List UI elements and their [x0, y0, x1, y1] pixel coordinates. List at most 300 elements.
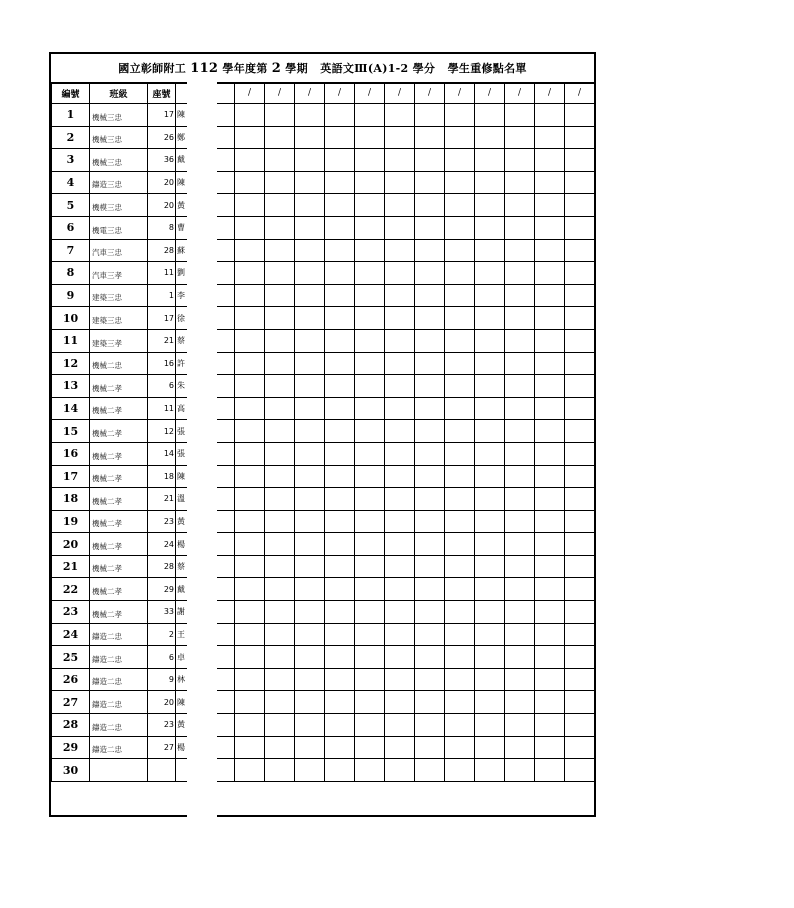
attendance-cell[interactable] — [535, 284, 565, 307]
attendance-cell[interactable] — [475, 601, 505, 624]
attendance-cell[interactable] — [535, 420, 565, 443]
attendance-cell[interactable] — [535, 329, 565, 352]
attendance-cell[interactable] — [415, 691, 445, 714]
attendance-cell[interactable] — [385, 420, 415, 443]
attendance-cell[interactable] — [475, 194, 505, 217]
attendance-cell[interactable] — [445, 149, 475, 172]
attendance-cell[interactable] — [475, 691, 505, 714]
attendance-cell[interactable] — [235, 691, 265, 714]
attendance-cell[interactable] — [235, 171, 265, 194]
attendance-cell[interactable] — [535, 149, 565, 172]
attendance-cell[interactable] — [535, 714, 565, 737]
attendance-cell[interactable] — [235, 329, 265, 352]
attendance-cell[interactable] — [505, 284, 535, 307]
attendance-cell[interactable] — [535, 578, 565, 601]
attendance-cell[interactable] — [505, 736, 535, 759]
attendance-cell[interactable] — [565, 126, 595, 149]
attendance-cell[interactable] — [265, 329, 295, 352]
attendance-cell[interactable] — [445, 262, 475, 285]
attendance-cell[interactable] — [505, 194, 535, 217]
attendance-cell[interactable] — [235, 736, 265, 759]
attendance-cell[interactable] — [295, 126, 325, 149]
attendance-cell[interactable] — [385, 149, 415, 172]
attendance-cell[interactable] — [265, 442, 295, 465]
attendance-cell[interactable] — [475, 284, 505, 307]
attendance-cell[interactable] — [355, 578, 385, 601]
attendance-cell[interactable] — [445, 307, 475, 330]
attendance-cell[interactable] — [295, 307, 325, 330]
attendance-cell[interactable] — [445, 216, 475, 239]
attendance-cell[interactable] — [385, 104, 415, 127]
attendance-cell[interactable] — [385, 284, 415, 307]
attendance-cell[interactable] — [445, 397, 475, 420]
attendance-cell[interactable] — [265, 533, 295, 556]
attendance-cell[interactable] — [565, 691, 595, 714]
attendance-cell[interactable] — [235, 555, 265, 578]
attendance-cell[interactable] — [385, 216, 415, 239]
attendance-cell[interactable] — [565, 352, 595, 375]
attendance-cell[interactable] — [385, 533, 415, 556]
attendance-cell[interactable] — [505, 262, 535, 285]
attendance-cell[interactable] — [445, 239, 475, 262]
attendance-cell[interactable] — [415, 397, 445, 420]
attendance-cell[interactable] — [385, 601, 415, 624]
attendance-cell[interactable] — [265, 104, 295, 127]
attendance-cell[interactable] — [475, 555, 505, 578]
attendance-cell[interactable] — [295, 691, 325, 714]
attendance-cell[interactable] — [325, 623, 355, 646]
attendance-cell[interactable] — [565, 104, 595, 127]
attendance-cell[interactable] — [565, 420, 595, 443]
attendance-cell[interactable] — [325, 442, 355, 465]
attendance-cell[interactable] — [535, 307, 565, 330]
attendance-cell[interactable] — [445, 104, 475, 127]
attendance-cell[interactable] — [565, 194, 595, 217]
attendance-cell[interactable] — [475, 668, 505, 691]
attendance-cell[interactable] — [235, 578, 265, 601]
attendance-cell[interactable] — [565, 555, 595, 578]
attendance-cell[interactable] — [505, 420, 535, 443]
attendance-cell[interactable] — [445, 646, 475, 669]
attendance-cell[interactable] — [475, 533, 505, 556]
attendance-cell[interactable] — [325, 375, 355, 398]
attendance-cell[interactable] — [535, 262, 565, 285]
attendance-cell[interactable] — [265, 510, 295, 533]
attendance-cell[interactable] — [295, 623, 325, 646]
attendance-cell[interactable] — [445, 736, 475, 759]
attendance-cell[interactable] — [475, 420, 505, 443]
attendance-cell[interactable] — [295, 262, 325, 285]
attendance-cell[interactable] — [235, 420, 265, 443]
attendance-cell[interactable] — [235, 239, 265, 262]
attendance-cell[interactable] — [265, 601, 295, 624]
attendance-cell[interactable] — [535, 510, 565, 533]
attendance-cell[interactable] — [265, 420, 295, 443]
attendance-cell[interactable] — [415, 375, 445, 398]
attendance-cell[interactable] — [445, 442, 475, 465]
attendance-cell[interactable] — [235, 126, 265, 149]
attendance-cell[interactable] — [355, 623, 385, 646]
attendance-cell[interactable] — [325, 465, 355, 488]
attendance-cell[interactable] — [565, 329, 595, 352]
attendance-cell[interactable] — [445, 668, 475, 691]
attendance-cell[interactable] — [475, 488, 505, 511]
attendance-cell[interactable] — [445, 691, 475, 714]
attendance-cell[interactable] — [265, 149, 295, 172]
attendance-cell[interactable] — [535, 691, 565, 714]
attendance-cell[interactable] — [265, 126, 295, 149]
attendance-cell[interactable] — [325, 126, 355, 149]
attendance-cell[interactable] — [265, 646, 295, 669]
attendance-cell[interactable] — [265, 488, 295, 511]
attendance-cell[interactable] — [415, 623, 445, 646]
attendance-cell[interactable] — [415, 555, 445, 578]
attendance-cell[interactable] — [565, 149, 595, 172]
attendance-cell[interactable] — [385, 668, 415, 691]
attendance-cell[interactable] — [415, 171, 445, 194]
attendance-cell[interactable] — [475, 510, 505, 533]
attendance-cell[interactable] — [235, 307, 265, 330]
attendance-cell[interactable] — [415, 216, 445, 239]
attendance-cell[interactable] — [535, 216, 565, 239]
attendance-cell[interactable] — [355, 736, 385, 759]
attendance-cell[interactable] — [355, 691, 385, 714]
attendance-cell[interactable] — [325, 420, 355, 443]
attendance-cell[interactable] — [505, 352, 535, 375]
attendance-cell[interactable] — [385, 488, 415, 511]
attendance-cell[interactable] — [535, 533, 565, 556]
attendance-cell[interactable] — [235, 352, 265, 375]
attendance-cell[interactable] — [445, 284, 475, 307]
attendance-cell[interactable] — [325, 668, 355, 691]
attendance-cell[interactable] — [355, 239, 385, 262]
attendance-cell[interactable] — [505, 578, 535, 601]
attendance-cell[interactable] — [505, 104, 535, 127]
attendance-cell[interactable] — [475, 239, 505, 262]
attendance-cell[interactable] — [475, 623, 505, 646]
attendance-cell[interactable] — [565, 397, 595, 420]
attendance-cell[interactable] — [415, 307, 445, 330]
attendance-cell[interactable] — [295, 578, 325, 601]
attendance-cell[interactable] — [415, 714, 445, 737]
attendance-cell[interactable] — [475, 375, 505, 398]
attendance-cell[interactable] — [265, 171, 295, 194]
attendance-cell[interactable] — [505, 397, 535, 420]
attendance-cell[interactable] — [265, 465, 295, 488]
attendance-cell[interactable] — [295, 149, 325, 172]
attendance-cell[interactable] — [325, 284, 355, 307]
attendance-cell[interactable] — [355, 488, 385, 511]
attendance-cell[interactable] — [325, 397, 355, 420]
attendance-cell[interactable] — [265, 759, 295, 782]
attendance-cell[interactable] — [325, 216, 355, 239]
attendance-cell[interactable] — [295, 465, 325, 488]
attendance-cell[interactable] — [235, 465, 265, 488]
attendance-cell[interactable] — [565, 488, 595, 511]
attendance-cell[interactable] — [445, 126, 475, 149]
attendance-cell[interactable] — [475, 646, 505, 669]
attendance-cell[interactable] — [325, 488, 355, 511]
attendance-cell[interactable] — [535, 194, 565, 217]
attendance-cell[interactable] — [235, 262, 265, 285]
attendance-cell[interactable] — [325, 691, 355, 714]
attendance-cell[interactable] — [415, 668, 445, 691]
attendance-cell[interactable] — [505, 533, 535, 556]
attendance-cell[interactable] — [325, 555, 355, 578]
attendance-cell[interactable] — [355, 126, 385, 149]
attendance-cell[interactable] — [325, 104, 355, 127]
attendance-cell[interactable] — [265, 262, 295, 285]
attendance-cell[interactable] — [265, 194, 295, 217]
attendance-cell[interactable] — [235, 623, 265, 646]
attendance-cell[interactable] — [565, 714, 595, 737]
attendance-cell[interactable] — [235, 442, 265, 465]
attendance-cell[interactable] — [415, 736, 445, 759]
attendance-cell[interactable] — [415, 646, 445, 669]
attendance-cell[interactable] — [385, 578, 415, 601]
attendance-cell[interactable] — [235, 194, 265, 217]
attendance-cell[interactable] — [385, 171, 415, 194]
attendance-cell[interactable] — [295, 352, 325, 375]
attendance-cell[interactable] — [265, 714, 295, 737]
attendance-cell[interactable] — [535, 352, 565, 375]
attendance-cell[interactable] — [445, 759, 475, 782]
attendance-cell[interactable] — [355, 555, 385, 578]
attendance-cell[interactable] — [505, 646, 535, 669]
attendance-cell[interactable] — [565, 601, 595, 624]
attendance-cell[interactable] — [445, 171, 475, 194]
attendance-cell[interactable] — [355, 104, 385, 127]
attendance-cell[interactable] — [385, 262, 415, 285]
attendance-cell[interactable] — [325, 307, 355, 330]
attendance-cell[interactable] — [265, 736, 295, 759]
attendance-cell[interactable] — [385, 555, 415, 578]
attendance-cell[interactable] — [445, 420, 475, 443]
attendance-cell[interactable] — [385, 375, 415, 398]
attendance-cell[interactable] — [265, 397, 295, 420]
attendance-cell[interactable] — [235, 759, 265, 782]
attendance-cell[interactable] — [235, 375, 265, 398]
attendance-cell[interactable] — [265, 284, 295, 307]
attendance-cell[interactable] — [565, 262, 595, 285]
attendance-cell[interactable] — [505, 510, 535, 533]
attendance-cell[interactable] — [505, 149, 535, 172]
attendance-cell[interactable] — [355, 149, 385, 172]
attendance-cell[interactable] — [325, 714, 355, 737]
attendance-cell[interactable] — [295, 488, 325, 511]
attendance-cell[interactable] — [415, 465, 445, 488]
attendance-cell[interactable] — [325, 646, 355, 669]
attendance-cell[interactable] — [475, 104, 505, 127]
attendance-cell[interactable] — [505, 171, 535, 194]
attendance-cell[interactable] — [295, 171, 325, 194]
attendance-cell[interactable] — [295, 442, 325, 465]
attendance-cell[interactable] — [505, 555, 535, 578]
attendance-cell[interactable] — [355, 375, 385, 398]
attendance-cell[interactable] — [295, 284, 325, 307]
attendance-cell[interactable] — [265, 307, 295, 330]
attendance-cell[interactable] — [445, 533, 475, 556]
attendance-cell[interactable] — [295, 601, 325, 624]
attendance-cell[interactable] — [535, 239, 565, 262]
attendance-cell[interactable] — [535, 171, 565, 194]
attendance-cell[interactable] — [355, 646, 385, 669]
attendance-cell[interactable] — [355, 262, 385, 285]
attendance-cell[interactable] — [415, 104, 445, 127]
attendance-cell[interactable] — [265, 375, 295, 398]
attendance-cell[interactable] — [415, 578, 445, 601]
attendance-cell[interactable] — [355, 216, 385, 239]
attendance-cell[interactable] — [355, 442, 385, 465]
attendance-cell[interactable] — [505, 691, 535, 714]
attendance-cell[interactable] — [445, 375, 475, 398]
attendance-cell[interactable] — [385, 714, 415, 737]
attendance-cell[interactable] — [565, 510, 595, 533]
attendance-cell[interactable] — [565, 736, 595, 759]
attendance-cell[interactable] — [565, 239, 595, 262]
attendance-cell[interactable] — [385, 194, 415, 217]
attendance-cell[interactable] — [445, 194, 475, 217]
attendance-cell[interactable] — [475, 171, 505, 194]
attendance-cell[interactable] — [325, 759, 355, 782]
attendance-cell[interactable] — [325, 239, 355, 262]
attendance-cell[interactable] — [385, 623, 415, 646]
attendance-cell[interactable] — [565, 533, 595, 556]
attendance-cell[interactable] — [385, 397, 415, 420]
attendance-cell[interactable] — [355, 307, 385, 330]
attendance-cell[interactable] — [415, 533, 445, 556]
attendance-cell[interactable] — [355, 465, 385, 488]
attendance-cell[interactable] — [415, 329, 445, 352]
attendance-cell[interactable] — [325, 578, 355, 601]
attendance-cell[interactable] — [535, 555, 565, 578]
attendance-cell[interactable] — [355, 668, 385, 691]
attendance-cell[interactable] — [235, 104, 265, 127]
attendance-cell[interactable] — [385, 691, 415, 714]
attendance-cell[interactable] — [535, 759, 565, 782]
attendance-cell[interactable] — [295, 510, 325, 533]
attendance-cell[interactable] — [505, 239, 535, 262]
attendance-cell[interactable] — [385, 307, 415, 330]
attendance-cell[interactable] — [385, 352, 415, 375]
attendance-cell[interactable] — [325, 510, 355, 533]
attendance-cell[interactable] — [565, 578, 595, 601]
attendance-cell[interactable] — [505, 668, 535, 691]
attendance-cell[interactable] — [235, 397, 265, 420]
attendance-cell[interactable] — [535, 442, 565, 465]
attendance-cell[interactable] — [415, 284, 445, 307]
attendance-cell[interactable] — [325, 352, 355, 375]
attendance-cell[interactable] — [565, 668, 595, 691]
attendance-cell[interactable] — [475, 149, 505, 172]
attendance-cell[interactable] — [535, 104, 565, 127]
attendance-cell[interactable] — [385, 442, 415, 465]
attendance-cell[interactable] — [355, 194, 385, 217]
attendance-cell[interactable] — [505, 126, 535, 149]
attendance-cell[interactable] — [325, 149, 355, 172]
attendance-cell[interactable] — [445, 465, 475, 488]
attendance-cell[interactable] — [565, 171, 595, 194]
attendance-cell[interactable] — [265, 216, 295, 239]
attendance-cell[interactable] — [265, 668, 295, 691]
attendance-cell[interactable] — [475, 714, 505, 737]
attendance-cell[interactable] — [265, 691, 295, 714]
attendance-cell[interactable] — [505, 216, 535, 239]
attendance-cell[interactable] — [445, 714, 475, 737]
attendance-cell[interactable] — [385, 465, 415, 488]
attendance-cell[interactable] — [535, 668, 565, 691]
attendance-cell[interactable] — [355, 171, 385, 194]
attendance-cell[interactable] — [565, 307, 595, 330]
attendance-cell[interactable] — [295, 555, 325, 578]
attendance-cell[interactable] — [295, 397, 325, 420]
attendance-cell[interactable] — [235, 646, 265, 669]
attendance-cell[interactable] — [355, 601, 385, 624]
attendance-cell[interactable] — [445, 329, 475, 352]
attendance-cell[interactable] — [535, 126, 565, 149]
attendance-cell[interactable] — [235, 510, 265, 533]
attendance-cell[interactable] — [565, 759, 595, 782]
attendance-cell[interactable] — [475, 329, 505, 352]
attendance-cell[interactable] — [235, 488, 265, 511]
attendance-cell[interactable] — [415, 420, 445, 443]
attendance-cell[interactable] — [295, 239, 325, 262]
attendance-cell[interactable] — [385, 759, 415, 782]
attendance-cell[interactable] — [415, 194, 445, 217]
attendance-cell[interactable] — [355, 759, 385, 782]
attendance-cell[interactable] — [355, 352, 385, 375]
attendance-cell[interactable] — [565, 465, 595, 488]
attendance-cell[interactable] — [445, 623, 475, 646]
attendance-cell[interactable] — [505, 714, 535, 737]
attendance-cell[interactable] — [295, 759, 325, 782]
attendance-cell[interactable] — [415, 352, 445, 375]
attendance-cell[interactable] — [475, 578, 505, 601]
attendance-cell[interactable] — [295, 646, 325, 669]
attendance-cell[interactable] — [565, 284, 595, 307]
attendance-cell[interactable] — [475, 759, 505, 782]
attendance-cell[interactable] — [355, 397, 385, 420]
attendance-cell[interactable] — [415, 239, 445, 262]
attendance-cell[interactable] — [475, 736, 505, 759]
attendance-cell[interactable] — [385, 736, 415, 759]
attendance-cell[interactable] — [475, 262, 505, 285]
attendance-cell[interactable] — [325, 736, 355, 759]
attendance-cell[interactable] — [415, 149, 445, 172]
attendance-cell[interactable] — [565, 216, 595, 239]
attendance-cell[interactable] — [235, 216, 265, 239]
attendance-cell[interactable] — [505, 623, 535, 646]
attendance-cell[interactable] — [385, 329, 415, 352]
attendance-cell[interactable] — [235, 714, 265, 737]
attendance-cell[interactable] — [445, 555, 475, 578]
attendance-cell[interactable] — [235, 533, 265, 556]
attendance-cell[interactable] — [325, 194, 355, 217]
attendance-cell[interactable] — [235, 149, 265, 172]
attendance-cell[interactable] — [415, 442, 445, 465]
attendance-cell[interactable] — [295, 736, 325, 759]
attendance-cell[interactable] — [505, 329, 535, 352]
attendance-cell[interactable] — [295, 216, 325, 239]
attendance-cell[interactable] — [295, 420, 325, 443]
attendance-cell[interactable] — [415, 510, 445, 533]
attendance-cell[interactable] — [445, 352, 475, 375]
attendance-cell[interactable] — [505, 442, 535, 465]
attendance-cell[interactable] — [535, 465, 565, 488]
attendance-cell[interactable] — [445, 510, 475, 533]
attendance-cell[interactable] — [295, 194, 325, 217]
attendance-cell[interactable] — [565, 623, 595, 646]
